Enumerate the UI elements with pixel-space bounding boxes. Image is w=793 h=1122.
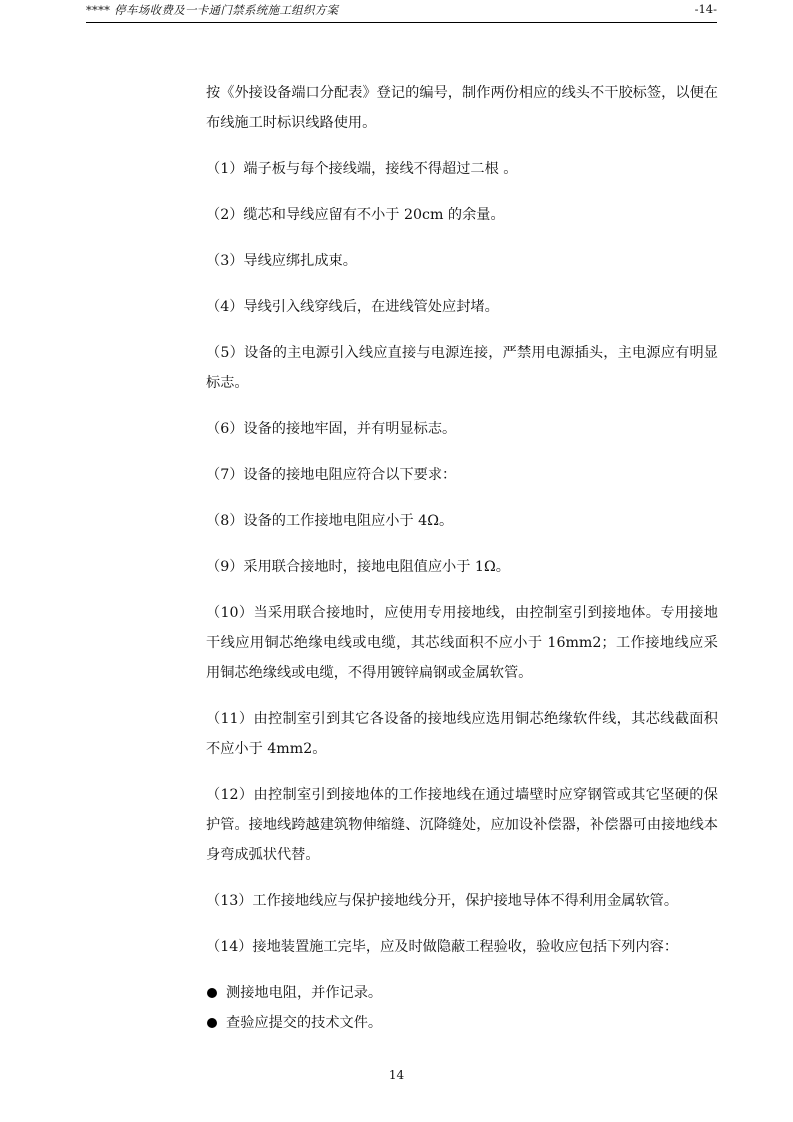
item-8: （8）设备的工作接地电阻应小于 4Ω。	[206, 513, 454, 529]
item-12: （12）由控制室引到接地体的工作接地线在通过墙壁时应穿钢管或其它坚硬的保护管。接地线跨越建筑物伸缩缝、沉降缝处，应加设补偿器，补偿器可由接地线本身弯成弧状代替。	[206, 787, 718, 863]
page-header	[86, 0, 717, 23]
bullet-icon	[207, 1018, 217, 1028]
item-11: （11）由控制室引到其它各设备的接地线应选用铜芯绝缘软件线，其芯线截面积不应小于 4mm2。	[206, 711, 718, 757]
item-9: （9）采用联合接地时，接地电阻值应小于 1Ω。	[206, 559, 510, 575]
document-body	[206, 78, 718, 1038]
item-13: （13）工作接地线应与保护接地线分开，保护接地导体不得利用金属软管。	[206, 893, 679, 909]
bullet-icon	[207, 988, 217, 998]
item-2: （2）缆芯和导线应留有不小于 20cm 的余量。	[206, 207, 505, 223]
footer-page-number: 14	[388, 1068, 405, 1082]
header-page-number: -14-	[694, 2, 717, 16]
document-title: **** 停车场收费及一卡通门禁系统施工组织方案	[86, 3, 339, 17]
item-14: （14）接地装置施工完毕，应及时做隐蔽工程验收，验收应包括下列内容：	[206, 939, 679, 955]
item-4: （4）导线引入线穿线后，在进线管处应封堵。	[206, 299, 499, 315]
item-3: （3）导线应绑扎成束。	[206, 253, 357, 269]
bullet-text: 查验应提交的技术文件。	[226, 1015, 383, 1031]
list-item	[206, 1008, 718, 1038]
bullet-text: 测接地电阻，并作记录。	[226, 985, 383, 1001]
item-1: （1）端子板与每个接线端，接线不得超过二根 。	[206, 161, 518, 177]
bullet-list	[206, 978, 718, 1038]
item-6: （6）设备的接地牢固，并有明显标志。	[206, 421, 457, 437]
item-5: （5）设备的主电源引入线应直接与电源连接，严禁用电源插头，主电源应有明显标志。	[206, 345, 718, 391]
list-item	[206, 978, 718, 1008]
intro-paragraph: 按《外接设备端口分配表》登记的编号，制作两份相应的线头不干胶标签，以便在布线施工时标识线路使用。	[206, 85, 718, 131]
item-7: （7）设备的接地电阻应符合以下要求：	[206, 467, 457, 483]
item-10: （10）当采用联合接地时，应使用专用接地线，由控制室引到接地体。专用接地干线应用铜芯绝缘电线或电缆，其芯线面积不应小于 16mm2；工作接地线应采用铜芯绝缘线或电缆，不得用镀锌扁钢或金属软管。	[206, 605, 718, 681]
